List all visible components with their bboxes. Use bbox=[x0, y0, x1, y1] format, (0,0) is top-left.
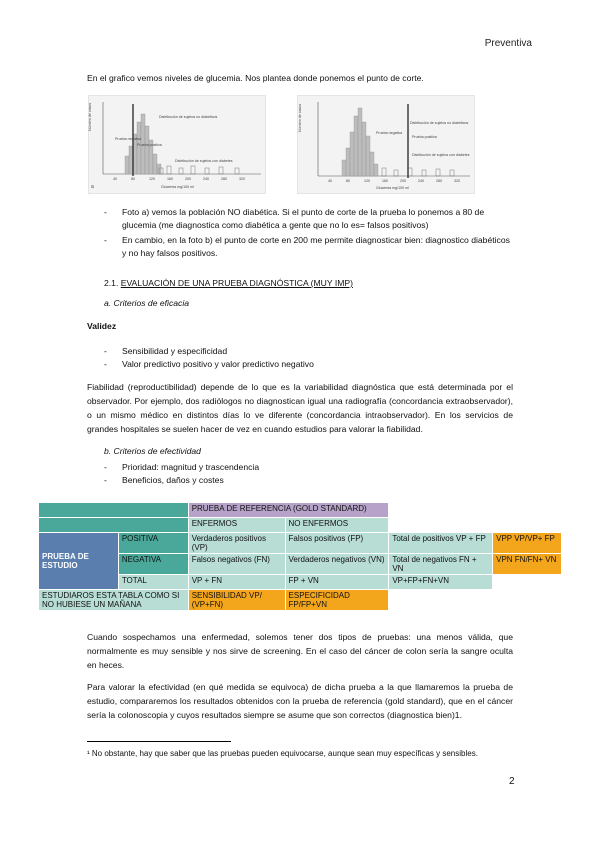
section-number: 2.1. bbox=[104, 278, 119, 288]
bullet-text: En cambio, en la foto b) el punto de corte en 200 me permite diagnosticar bien: diagnostico diabéticos y no hay falsos positivos. bbox=[122, 235, 510, 258]
cell-estudiaros: ESTUDIAROS ESTA TABLA COMO SI NO HUBIESE UN MAÑANA bbox=[39, 590, 189, 611]
row-negativa: NEGATIVA bbox=[118, 554, 188, 575]
fig-b-tick: 200 bbox=[400, 179, 406, 183]
bullet-text: Sensibilidad y especificidad bbox=[122, 346, 228, 356]
fig-a-tick: 280 bbox=[221, 177, 227, 181]
page-number: 2 bbox=[509, 776, 515, 787]
fig-b-label-no-diab: Distribución de sujetos no diabéticos bbox=[410, 121, 469, 125]
fig-a-tick: 120 bbox=[149, 177, 155, 181]
cell-vn: Verdaderos negativos (VN) bbox=[285, 554, 389, 575]
cell-vpn: VPN FN/FN+ VN bbox=[493, 554, 562, 575]
footnote: ¹ No obstante, hay que saber que las pruebas pueden equivocarse, aunque sean muy específicas y sensibles. bbox=[87, 749, 478, 758]
intro-text: En el grafico vemos niveles de glucemia. Nos plantea donde ponemos el punto de corte. bbox=[87, 73, 424, 83]
fig-b-tick: 160 bbox=[382, 179, 388, 183]
fig-b-tick: 280 bbox=[436, 179, 442, 183]
fig-a-tick: 200 bbox=[185, 177, 191, 181]
list-item: - Beneficios, daños y costes bbox=[104, 474, 514, 487]
histogram-b bbox=[298, 96, 474, 193]
footnote-rule bbox=[87, 741, 231, 742]
diagnostic-table bbox=[38, 502, 562, 611]
row-positiva: POSITIVA bbox=[118, 533, 188, 554]
bullet-text: Valor predictivo positivo y valor predictivo negativo bbox=[122, 359, 314, 369]
fig-a-tick: 240 bbox=[203, 177, 209, 181]
histogram-a bbox=[89, 96, 265, 193]
section-title: EVALUACIÓN DE UNA PRUEBA DIAGNÓSTICA (MUY IMP) bbox=[120, 278, 353, 288]
fiabilidad-paragraph: Fiabilidad (reproductibilidad) depende de lo que es la variabilidad diagnóstica que está determinada por el observador. Por ejemplo, dos radiólogos no diagnostican igual una radiografía (concordancia extraobservador), o un mismo médico en distintos días lo ve diferente (concordancia intraobservador). En los servicios de grandes hospitales se suelen hacer de vez en cuando estudios para valorar la fiabilidad. bbox=[87, 382, 513, 434]
cell-sensibilidad: SENSIBILIDAD VP/ (VP+FN) bbox=[188, 590, 285, 611]
cell-t2: FP + VN bbox=[285, 575, 389, 590]
subsection-b: b. Criterios de efectividad bbox=[104, 446, 201, 456]
bullet-text: Prioridad: magnitud y trascendencia bbox=[122, 462, 260, 472]
list-item: - Foto a) vemos la población NO diabética. Si el punto de corte de la prueba lo ponemos a 80 de glucemia (me diagnostica como diabética a gente que no lo es= falsos positivos) bbox=[104, 206, 514, 232]
list-item: - Valor predictivo positivo y valor predictivo negativo bbox=[104, 358, 514, 371]
fig-b-tick: 240 bbox=[418, 179, 424, 183]
page-header: Preventiva bbox=[484, 38, 532, 49]
cell-vp: Verdaderos positivos (VP) bbox=[188, 533, 285, 554]
fig-a-label-no-diab: Distribución de sujetos no diabéticos bbox=[159, 115, 218, 119]
row-prueba: PRUEBA DE ESTUDIO bbox=[39, 533, 119, 590]
cell-fp: Falsos positivos (FP) bbox=[285, 533, 389, 554]
fig-b-tick: 120 bbox=[364, 179, 370, 183]
fig-a-ylabel: Número de casos bbox=[88, 102, 92, 131]
cell-vpp: VPP VP/VP+ FP bbox=[493, 533, 562, 554]
col-enfermos: ENFERMOS bbox=[188, 518, 285, 533]
ref-header: PRUEBA DE REFERENCIA (GOLD STANDARD) bbox=[188, 503, 389, 518]
validez-heading: Validez bbox=[87, 321, 117, 331]
row-total: TOTAL bbox=[118, 575, 188, 590]
cell-especificidad: ESPECIFICIDAD FP/FP+VN bbox=[285, 590, 389, 611]
col-no-enfermos: NO ENFERMOS bbox=[285, 518, 389, 533]
fig-a-label-neg: Prueba negativa bbox=[115, 137, 142, 141]
fig-b-tick: 80 bbox=[346, 179, 350, 183]
cell-t3: VP+FP+FN+VN bbox=[389, 575, 493, 590]
fig-b-ylabel: Número de casos bbox=[298, 103, 302, 132]
list-item: - En cambio, en la foto b) el punto de corte en 200 me permite diagnosticar bien: diagnostico diabéticos y no hay falsos positivos. bbox=[104, 234, 514, 260]
cell-total-pos: Total de positivos VP + FP bbox=[389, 533, 493, 554]
fig-a-label-pos: Prueba positiva bbox=[137, 143, 162, 147]
fig-b-tick: 320 bbox=[454, 179, 460, 183]
subsection-a: a. Criterios de eficacia bbox=[104, 298, 190, 308]
fig-a-tick: 320 bbox=[239, 177, 245, 181]
paragraph-efectividad: Para valorar la efectividad (en qué medida se equivoca) de dicha prueba a la que llamaremos la prueba de estudio, compararemos los resultados obtenidos con la prueba de referencia (gold standard), que en el cáncer sería la colonoscopia y cuyos resultados siempre se asume que son correctos (diagnostica bien)1. bbox=[87, 682, 513, 720]
cell-fn: Falsos negativos (FN) bbox=[188, 554, 285, 575]
fig-a-tick: 80 bbox=[131, 177, 135, 181]
bullet-text: Foto a) vemos la población NO diabética. Si el punto de corte de la prueba lo ponemos a 80 de glucemia (me diagnostica como diabética a gente que no lo es= falsos positivos) bbox=[122, 207, 485, 230]
list-item: - Sensibilidad y especificidad bbox=[104, 345, 514, 358]
fig-b-tick: 40 bbox=[328, 179, 332, 183]
figure-a bbox=[88, 95, 266, 194]
cell-t1: VP + FN bbox=[188, 575, 285, 590]
fig-b-label-neg: Prueba negativa bbox=[376, 131, 403, 135]
fig-a-label-diab: Distribución de sujetos con diabetes bbox=[175, 159, 233, 163]
fig-a-tick: 160 bbox=[167, 177, 173, 181]
fig-b-label-diab: Distribución de sujetos con diabetes bbox=[412, 153, 470, 157]
fig-b-xlabel: Glucemia mg/100 ml bbox=[376, 186, 409, 190]
paragraph-screening: Cuando sospechamos una enfermedad, solemos tener dos tipos de pruebas: una menos válida, que normalmente es muy sensible y nos sirve de screening. En el caso del cáncer de colon sería la sangre oculta en heces. bbox=[87, 632, 513, 670]
fig-b-label-pos: Prueba positiva bbox=[412, 135, 437, 139]
cell-total-neg: Total de negativos FN + VN bbox=[389, 554, 493, 575]
section-heading bbox=[104, 278, 353, 288]
figure-b bbox=[297, 95, 475, 194]
bullet-text: Beneficios, daños y costes bbox=[122, 475, 224, 485]
fig-a-tick: 40 bbox=[113, 177, 117, 181]
list-item: - Prioridad: magnitud y trascendencia bbox=[104, 461, 514, 474]
fig-a-tag: a bbox=[91, 184, 94, 190]
fig-a-xlabel: Glucemia mg/100 ml bbox=[161, 185, 194, 189]
